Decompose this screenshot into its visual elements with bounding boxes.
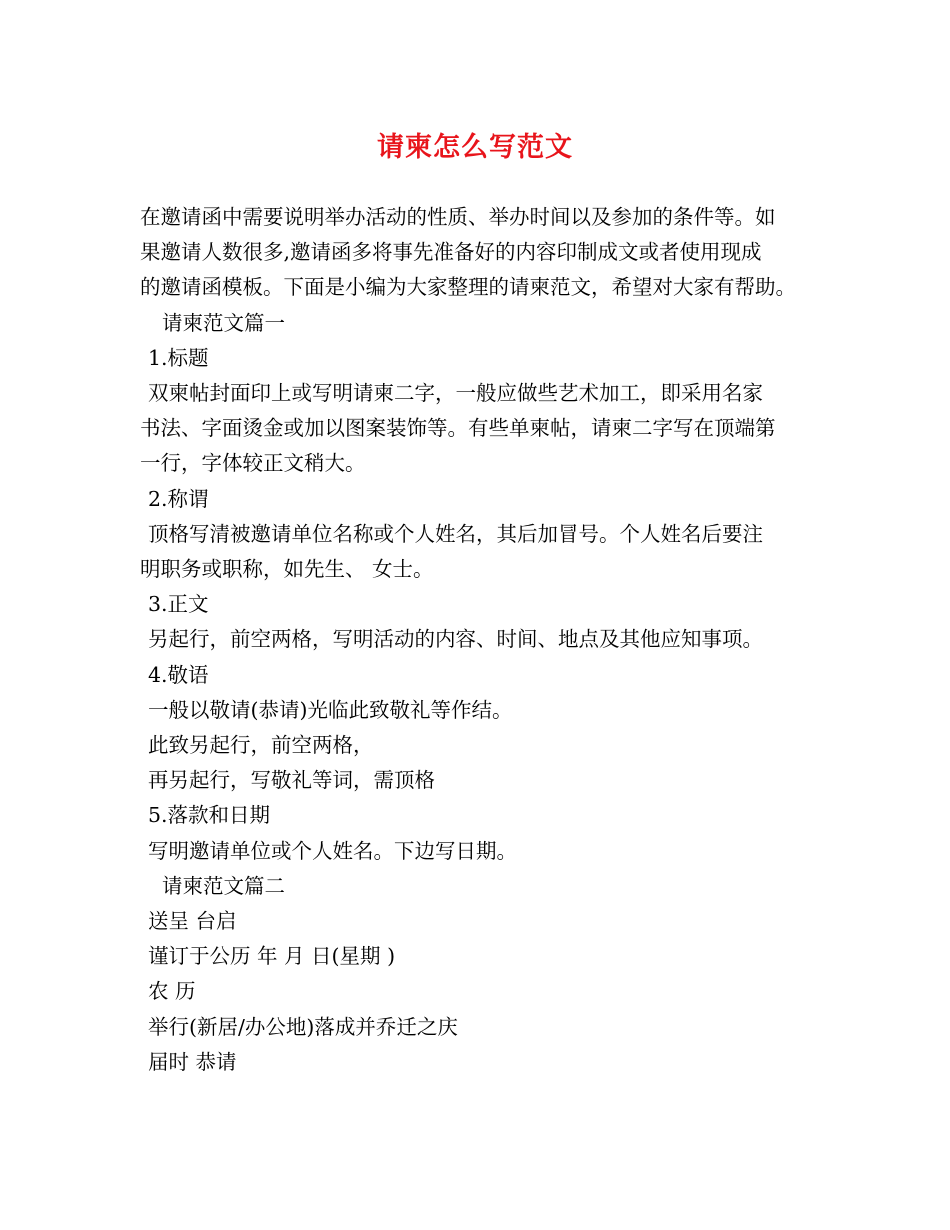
body-line: 明职务或职称，如先生、 女士。 [140, 557, 434, 582]
body-line: 届时 恭请 [148, 1049, 237, 1074]
document-body [140, 200, 830, 1080]
section-heading: 请柬范文篇二 [162, 873, 285, 898]
body-line: 的邀请函模板。下面是小编为大家整理的请柬范文，希望对大家有帮助。 [140, 275, 796, 300]
body-line: 5.落款和日期 [148, 803, 271, 828]
body-line: 1.标题 [148, 345, 209, 370]
body-line: 3.正文 [148, 592, 209, 617]
section-heading: 请柬范文篇一 [162, 310, 285, 335]
body-line: 4.敬语 [148, 662, 209, 687]
body-line: 送呈 台启 [148, 909, 237, 934]
body-line: 果邀请人数很多,邀请函多将事先准备好的内容印制成文或者使用现成 [140, 240, 762, 265]
body-line: 农 历 [148, 979, 196, 1004]
body-line: 一般以敬请(恭请)光临此致敬礼等作结。 [148, 697, 513, 722]
body-line: 再另起行，写敬礼等词，需顶格 [148, 768, 435, 793]
body-line: 写明邀请单位或个人姓名。下边写日期。 [148, 838, 517, 863]
body-line: 双柬帖封面印上或写明请柬二字，一般应做些艺术加工，即采用名家 [148, 381, 763, 406]
body-line: 举行(新居/办公地)落成并乔迁之庆 [148, 1014, 458, 1039]
body-line: 一行，字体较正文稍大。 [140, 451, 366, 476]
body-line: 谨订于公历 年 月 日(星期 ) [148, 944, 396, 969]
body-line: 另起行，前空两格，写明活动的内容、时间、地点及其他应知事项。 [148, 627, 763, 652]
body-line: 此致另起行，前空两格， [148, 733, 374, 758]
body-line: 顶格写清被邀请单位名称或个人姓名，其后加冒号。个人姓名后要注 [148, 521, 763, 546]
document-title: 请柬怎么写范文 [377, 132, 573, 163]
body-line: 2.称谓 [148, 486, 209, 511]
body-line: 书法、字面烫金或加以图案装饰等。有些单柬帖，请柬二字写在顶端第 [140, 416, 776, 441]
body-line: 在邀请函中需要说明举办活动的性质、举办时间以及参加的条件等。如 [140, 205, 776, 229]
